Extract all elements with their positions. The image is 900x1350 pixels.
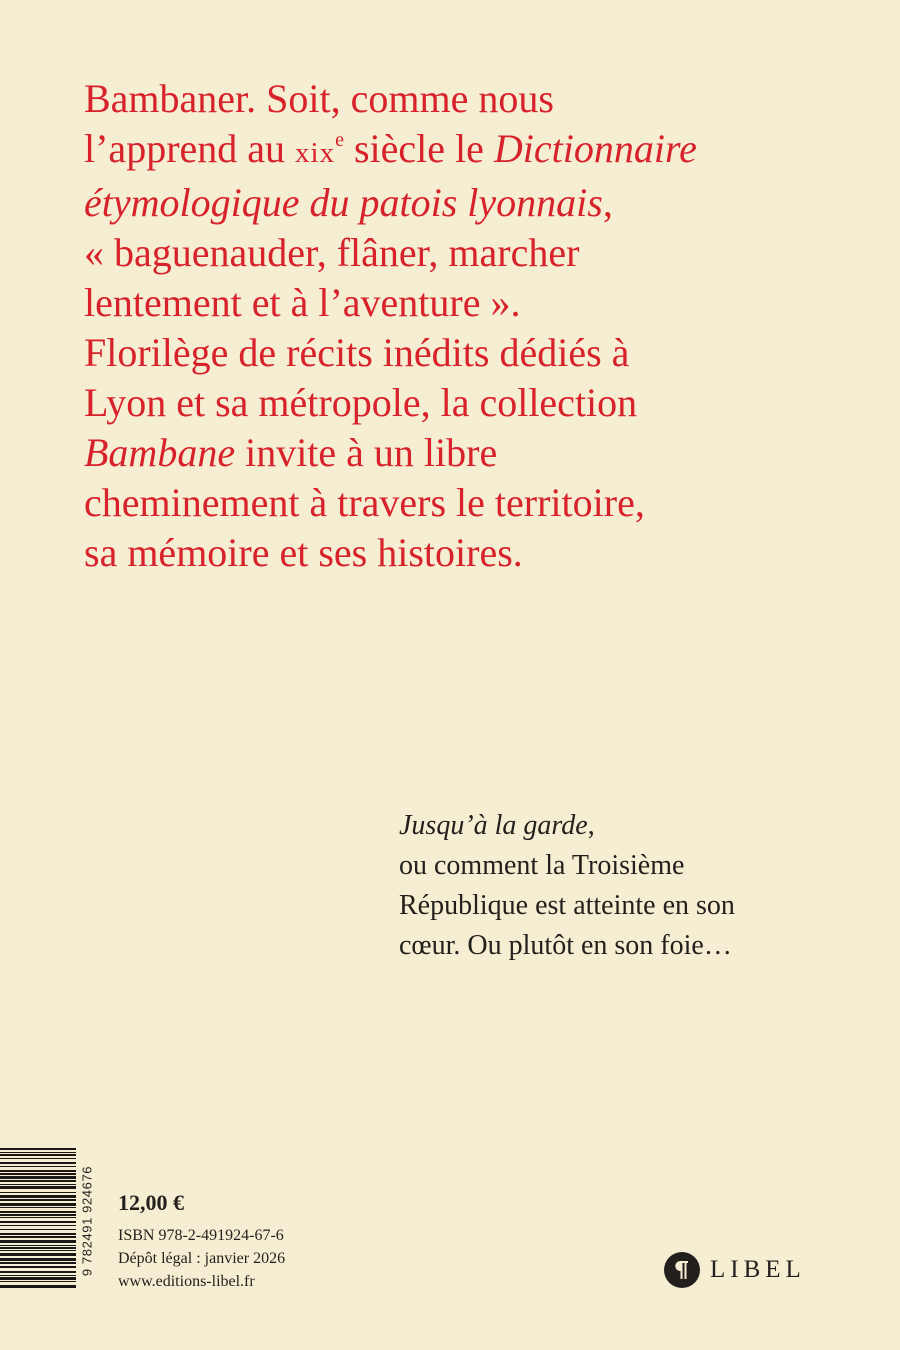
intro-line: étymologique du patois lyonnais, (84, 180, 613, 225)
barcode-bar (0, 1214, 76, 1216)
barcode (0, 1148, 76, 1293)
intro-line: lentement et à l’aventure ». (84, 280, 521, 325)
blurb-line: cœur. Ou plutôt en son foie… (399, 930, 732, 961)
intro-line: Bambaner. Soit, comme nous (84, 76, 554, 121)
pilcrow-circle-icon (664, 1252, 700, 1288)
book-blurb (399, 806, 859, 966)
barcode-bar (0, 1247, 76, 1249)
barcode-bar (0, 1275, 76, 1276)
barcode-bar (0, 1258, 76, 1261)
barcode-bar (0, 1271, 76, 1273)
barcode-bar (0, 1184, 76, 1185)
century-numeral: xix (295, 137, 336, 169)
barcode-bar (0, 1199, 76, 1201)
barcode-digits: 9 782491 924676 (79, 1165, 95, 1276)
barcode-bar (0, 1166, 76, 1167)
book-title: Jusqu’à la garde (399, 810, 588, 841)
barcode-bar (0, 1262, 76, 1264)
intro-line: sa mémoire et ses histoires. (84, 530, 523, 575)
barcode-bar (0, 1236, 76, 1238)
intro-line: « baguenauder, flâner, marcher (84, 230, 580, 275)
barcode-bar (0, 1152, 76, 1153)
barcode-bar (0, 1281, 76, 1282)
barcode-bar (0, 1148, 76, 1150)
price: 12,00 € (118, 1190, 184, 1215)
dictionary-title: étymologique du patois lyonnais (84, 180, 603, 225)
intro-line: l’apprend au xix$^e$ siècle le Dictionnaire (84, 126, 697, 171)
barcode-bar (0, 1180, 76, 1182)
barcode-bar (0, 1229, 76, 1230)
barcode-bar (0, 1221, 76, 1223)
century-superscript: e (335, 129, 344, 151)
intro-line: cheminement à travers le territoire, (84, 480, 645, 525)
barcode-bar (0, 1192, 76, 1193)
barcode-bar (0, 1217, 76, 1218)
barcode-bar (0, 1266, 76, 1268)
blurb-line: ou comment la Troisième (399, 850, 685, 881)
barcode-bar (0, 1162, 76, 1164)
barcode-bar (0, 1233, 76, 1235)
barcode-bar (0, 1195, 76, 1198)
barcode-bar (0, 1207, 76, 1208)
barcode-bar (0, 1240, 76, 1243)
barcode-bar (0, 1186, 76, 1189)
book-info (118, 1188, 285, 1293)
intro-line: Florilège de récits inédits dédiés à (84, 330, 630, 375)
barcode-bar (0, 1176, 76, 1179)
barcode-bar (0, 1285, 76, 1288)
barcode-bar (0, 1170, 76, 1172)
collection-name: Bambane (84, 430, 236, 475)
barcode-bar (0, 1250, 76, 1251)
dictionary-title: Dictionnaire (493, 126, 697, 171)
legal-deposit: Dépôt légal : janvier 2026 (118, 1250, 286, 1267)
publisher-logo (664, 1252, 806, 1288)
barcode-bar (0, 1277, 76, 1280)
publisher-name: LIBEL (710, 1256, 806, 1283)
barcode-bar (0, 1154, 76, 1156)
barcode-bar (0, 1211, 76, 1213)
barcode-bar (0, 1173, 76, 1175)
barcode-bar (0, 1225, 76, 1226)
book-title-line: Jusqu’à la garde, (399, 810, 595, 841)
barcode-bar (0, 1158, 76, 1159)
isbn: ISBN 978-2-491924-67-6 (118, 1227, 284, 1244)
website-link[interactable]: www.editions-libel.fr (118, 1273, 255, 1290)
barcode-bar (0, 1203, 76, 1206)
intro-line: Lyon et sa métropole, la collection (84, 380, 638, 425)
barcode-bar (0, 1245, 76, 1246)
collection-description (84, 74, 844, 578)
blurb-line: République est atteinte en son (399, 890, 735, 921)
barcode-bar (0, 1253, 76, 1256)
intro-line: Bambane invite à un libre (84, 430, 498, 475)
